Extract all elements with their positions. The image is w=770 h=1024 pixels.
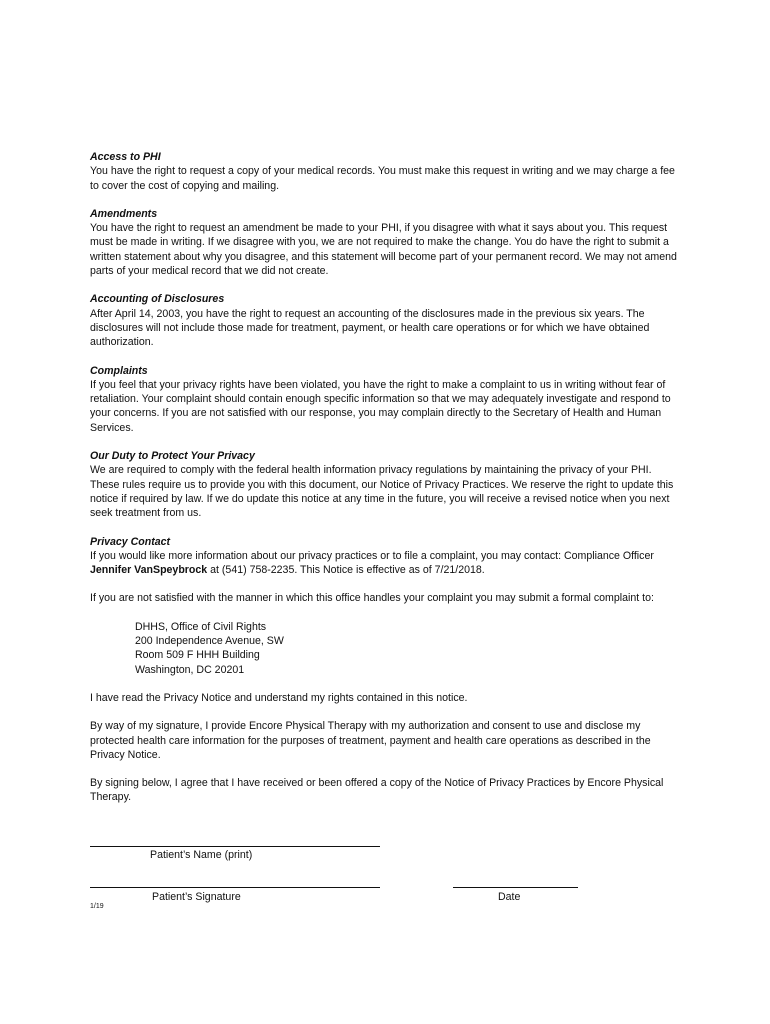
section-heading: Accounting of Disclosures (90, 293, 225, 306)
not-satisfied-paragraph: If you are not satisfied with the manner in which this office handles your complaint you may submit a formal complaint to: (90, 592, 654, 605)
signature-consent-statement: By way of my signature, I provide Encore Physical Therapy with my authorization and consent to use and disclose my protected health care information for the purposes of treatment, payment and health care operations as described in the Privacy Notice. (90, 720, 651, 761)
page-footer-code: 1/19 (90, 903, 104, 910)
patient-name-line[interactable] (90, 846, 380, 847)
address-line: 200 Independence Avenue, SW (135, 635, 284, 648)
section-heading: Complaints (90, 364, 148, 377)
section-body: After April 14, 2003, you have the right to request an accounting of the disclosures made in the previous six years. The disclosures will not include those made for treatment, payment, or health care operations or for which we have obtained authorization. (90, 307, 650, 349)
address-line: DHHS, Office of Civil Rights (135, 620, 267, 633)
section-body: We are required to comply with the federal health information privacy regulations by maintaining the privacy of your PHI. These rules require us to provide you with this document, our Notice of Privacy Practices. We reserve the right to update this notice if required by law. If we do update this notice at any time in the future, you will receive a revised notice when you next seek treatment from us. (90, 464, 674, 520)
section-heading: Access to PHI (90, 151, 161, 163)
compliance-officer-name: Jennifer VanSpeybrock (90, 564, 208, 577)
signing-acknowledgement: By signing below, I agree that I have received or been offered a copy of the Notice of Privacy Practices by Encore Physical Therapy. (90, 777, 664, 804)
patient-name-label: Patient’s Name (print) (150, 849, 253, 861)
date-label: Date (498, 891, 521, 903)
section-body: You have the right to request an amendment be made to your PHI, if you disagree with what it says about you. This request must be made in writing. If we disagree with you, we are not required to make the change. You do have the right to submit a written statement about why you disagree, and this statement will become part of your permanent record. We may not amend parts of your medical record that we did not create. (90, 222, 677, 278)
address-line: Washington, DC 20201 (135, 663, 245, 676)
date-line[interactable] (453, 887, 578, 888)
section-heading: Our Duty to Protect Your Privacy (90, 450, 255, 463)
section-body: You have the right to request a copy of your medical records. You must make this request in writing and we may charge a fee to cover the cost of copying and mailing. (90, 165, 675, 192)
contact-text-after: at (541) 758-2235. This Notice is effective as of 7/21/2018. (207, 564, 485, 577)
section-heading: Amendments (90, 207, 158, 220)
section-body: If you feel that your privacy rights have been violated, you have the right to make a complaint to us in writing without fear of retaliation. Your complaint should contain enough specific information so that we may adequately investigate and respond to your concerns. If you are not satisfied with our response, you may complain directly to the Secretary of Health and Human Services. (90, 378, 671, 434)
address-line: Room 509 F HHH Building (135, 649, 260, 662)
patient-signature-label: Patient’s Signature (152, 891, 241, 903)
section-heading: Privacy Contact (90, 535, 171, 548)
read-statement: I have read the Privacy Notice and understand my rights contained in this notice. (90, 691, 468, 704)
contact-text-before: If you would like more information about our privacy practices or to file a complaint, you may contact: Compliance Officer (90, 549, 654, 562)
patient-signature-line[interactable] (90, 887, 380, 888)
